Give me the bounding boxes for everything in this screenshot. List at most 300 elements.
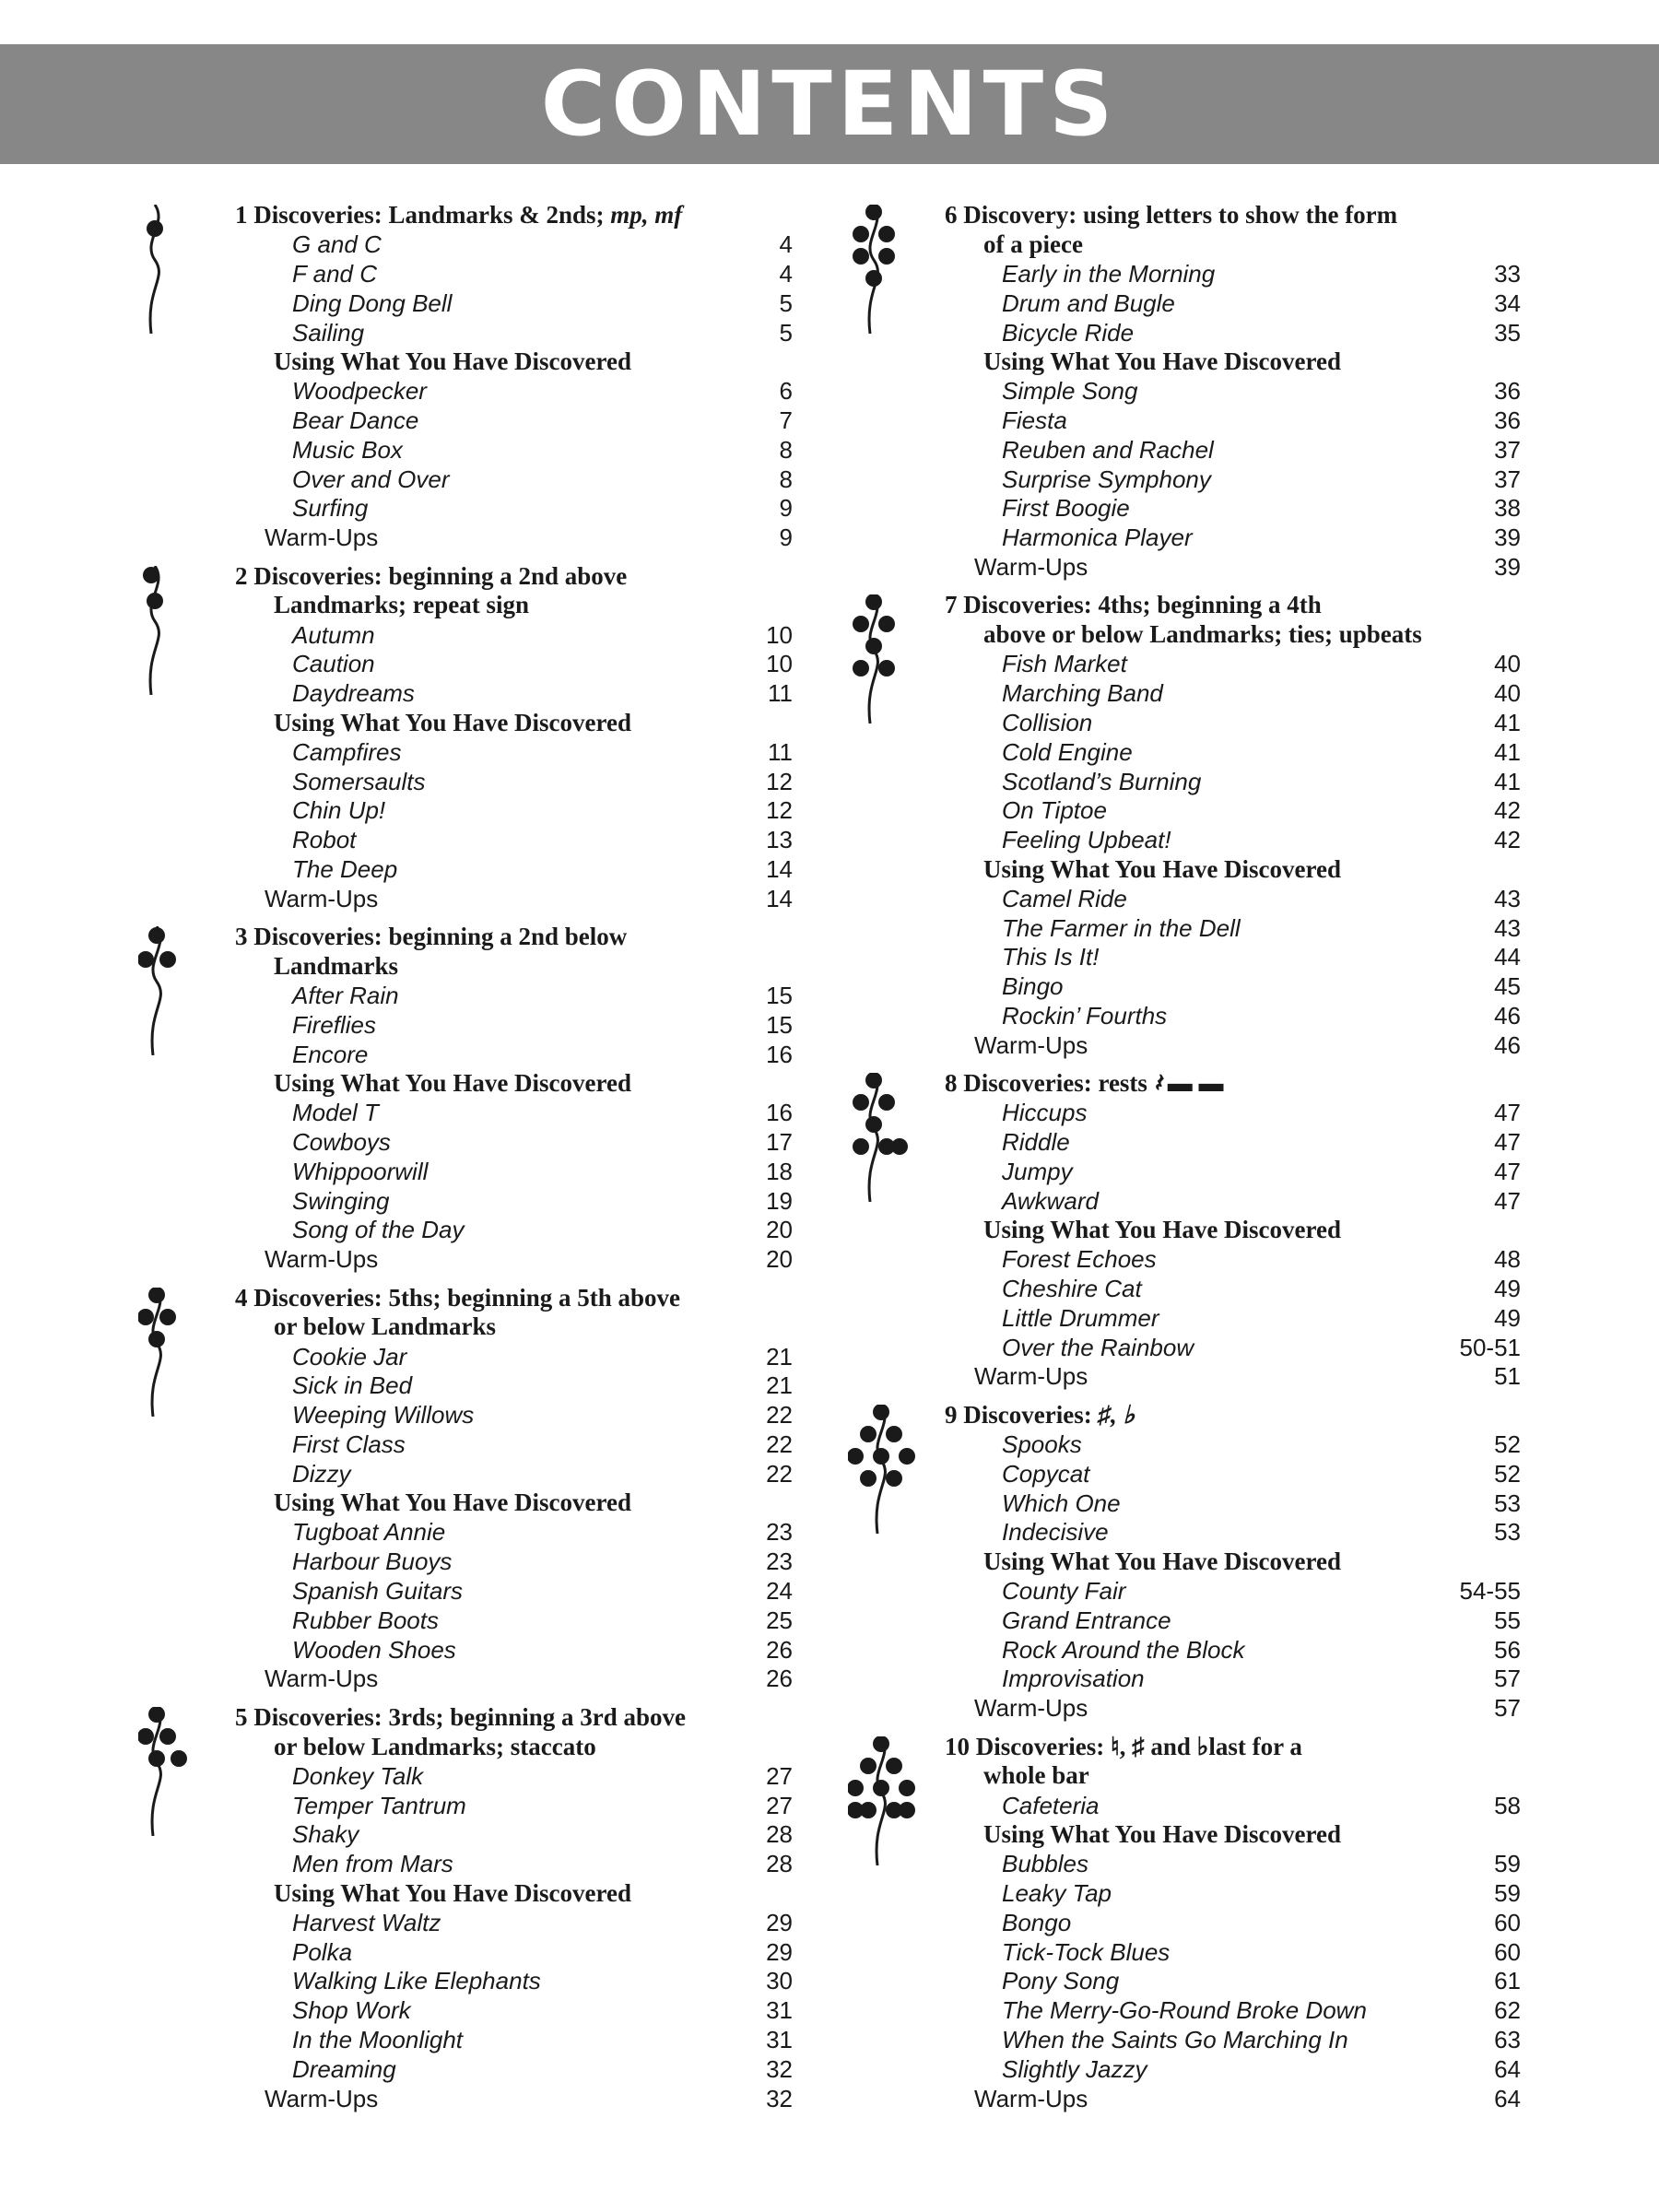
entry-page-number: 22	[766, 1459, 793, 1488]
entry-page-number: 47	[1494, 1099, 1521, 1127]
toc-entry	[235, 1099, 793, 1128]
toc-entry	[945, 650, 1521, 679]
chapter-title-line: Landmarks; repeat sign	[274, 591, 530, 619]
entry-page-number: 36	[1494, 377, 1521, 406]
toc-entry	[945, 709, 1521, 738]
entry-title: Shop Work	[292, 1996, 411, 2025]
entry-page-number: 33	[1494, 259, 1521, 288]
tree-stem	[152, 1707, 160, 1836]
tree-dot	[853, 660, 869, 677]
toc-entry	[945, 679, 1521, 709]
entry-page-number: 62	[1494, 1996, 1521, 2025]
chapter-section	[138, 201, 793, 553]
entry-page-number: 31	[766, 2026, 793, 2053]
entry-title: Which One	[1002, 1488, 1121, 1517]
tree-icon	[848, 1073, 918, 1202]
entry-title: Song of the Day	[292, 1216, 465, 1244]
toc-entry	[235, 826, 793, 855]
entry-title: Warm-Ups	[265, 2084, 379, 2112]
entry-title: Tugboat Annie	[292, 1518, 446, 1547]
chapter-title-symbols: ♯, ♭	[1098, 1400, 1135, 1429]
entry-page-number: 55	[1494, 1606, 1521, 1634]
entry-title: Cookie Jar	[292, 1342, 407, 1371]
tree-dot	[878, 248, 895, 265]
tree-dot	[860, 1426, 877, 1442]
entry-page-number: 54-55	[1459, 1577, 1521, 1606]
entry-page-number: 49	[1494, 1275, 1521, 1303]
entry-title: Over the Rainbow	[1002, 1333, 1194, 1361]
entry-title: County Fair	[1002, 1577, 1126, 1606]
toc-entry-warm-ups	[235, 1665, 793, 1694]
entry-title: The Farmer in the Dell	[1002, 913, 1241, 942]
entry-title: Warm-Ups	[265, 1665, 379, 1693]
entry-title: Drum and Bugle	[1002, 288, 1175, 317]
entry-title: Surfing	[292, 494, 369, 523]
toc-entry	[235, 288, 793, 318]
toc-entry	[945, 1908, 1521, 1937]
tree-icon	[848, 1405, 918, 1534]
page-title: CONTENTS	[540, 53, 1119, 156]
toc-entry	[235, 1518, 793, 1547]
entry-title: Encore	[292, 1040, 369, 1068]
tree-dot	[159, 1728, 176, 1745]
toc-entry	[945, 494, 1521, 524]
entry-title: Pony Song	[1002, 1967, 1120, 1995]
entry-page-number: 12	[766, 767, 793, 795]
toc-entry	[235, 1401, 793, 1430]
entry-page-number: 4	[779, 230, 793, 259]
toc-entry	[945, 737, 1521, 767]
entry-title: Robot	[292, 826, 357, 854]
entry-page-number: 47	[1494, 1186, 1521, 1215]
chapter-section	[848, 591, 1521, 1060]
toc-entry	[235, 1342, 793, 1371]
toc-entry	[235, 737, 793, 767]
entry-title: Bicycle Ride	[1002, 318, 1135, 347]
tree-stem	[877, 1736, 885, 1865]
tree-icon	[848, 594, 918, 724]
entry-page-number: 21	[766, 1342, 793, 1371]
entry-page-number: 4	[779, 259, 793, 288]
entry-title: Donkey Talk	[292, 1761, 424, 1790]
entry-page-number: 57	[1494, 1665, 1521, 1693]
tree-dot	[886, 1758, 902, 1774]
toc-entry	[945, 972, 1521, 1002]
tree-dot	[865, 205, 882, 220]
entry-title: Improvisation	[1002, 1665, 1145, 1693]
toc-entry	[945, 406, 1521, 436]
toc-entry	[235, 230, 793, 260]
entry-page-number: 59	[1494, 1850, 1521, 1878]
entry-page-number: 14	[766, 854, 793, 883]
toc-entry	[235, 1820, 793, 1850]
entry-title: Copycat	[1002, 1459, 1090, 1488]
entry-page-number: 11	[768, 737, 793, 766]
toc-entry	[945, 1333, 1521, 1362]
entry-page-number: 44	[1494, 943, 1521, 971]
tree-dot	[899, 1802, 915, 1818]
toc-entry	[945, 1303, 1521, 1333]
tree-dot	[853, 1094, 869, 1111]
chapter-title-line: of a piece	[983, 229, 1083, 258]
entry-title: First Class	[292, 1430, 406, 1459]
toc-entry	[945, 318, 1521, 347]
toc-entry	[945, 465, 1521, 494]
toc-entry-warm-ups	[235, 1245, 793, 1275]
section-subheading: Using What You Have Discovered	[274, 1878, 632, 1907]
entry-title: Marching Band	[1002, 679, 1163, 708]
toc-entry	[945, 435, 1521, 465]
chapter-title-line: Landmarks	[274, 951, 399, 980]
toc-entry	[945, 1879, 1521, 1909]
toc-entry	[235, 1186, 793, 1216]
tree-stem	[869, 1073, 877, 1202]
entry-title: Hiccups	[1002, 1099, 1088, 1127]
toc-entry	[235, 260, 793, 289]
entry-title: Warm-Ups	[974, 2084, 1088, 2112]
tree-dot	[865, 1116, 882, 1133]
toc-entry-warm-ups	[235, 884, 793, 913]
chapter-title-line: above or below Landmarks; ties; upbeats	[983, 620, 1422, 649]
entry-page-number: 22	[766, 1430, 793, 1459]
toc-entry	[235, 1040, 793, 1069]
toc-entry	[235, 2026, 793, 2055]
tree-icon	[848, 1736, 918, 1865]
entry-page-number: 20	[766, 1245, 793, 1274]
toc-entry-warm-ups	[235, 2084, 793, 2113]
tree-dot	[873, 1405, 889, 1420]
entry-title: Wooden Shoes	[292, 1635, 456, 1664]
entry-title: F and C	[292, 259, 378, 288]
entry-page-number: 38	[1494, 494, 1521, 523]
entry-page-number: 10	[766, 650, 793, 678]
entry-page-number: 42	[1494, 796, 1521, 825]
entry-page-number: 15	[766, 982, 793, 1010]
entry-title: Daydreams	[292, 679, 415, 708]
tree-stem	[869, 205, 877, 334]
tree-icon	[138, 926, 208, 1055]
tree-dot	[147, 593, 163, 609]
toc-entry	[945, 1577, 1521, 1606]
tree-dot	[886, 1470, 902, 1487]
entry-page-number: 9	[779, 494, 793, 523]
section-subheading: Using What You Have Discovered	[983, 1820, 1342, 1849]
tree-dot	[148, 1750, 165, 1767]
toc-entry	[235, 1791, 793, 1820]
entry-title: Tick-Tock Blues	[1002, 1937, 1171, 1966]
entry-page-number: 58	[1494, 1791, 1521, 1819]
entry-title: Campfires	[292, 737, 402, 766]
tree-dot	[873, 1736, 889, 1752]
toc-entry	[945, 1518, 1521, 1547]
toc-entry	[945, 913, 1521, 943]
entry-title: When the Saints Go Marching In	[1002, 2026, 1348, 2053]
toc-entry	[235, 465, 793, 494]
chapter-title-line: whole bar	[983, 1761, 1089, 1790]
entry-title: After Rain	[292, 982, 399, 1010]
tree-icon	[138, 566, 208, 695]
entry-page-number: 41	[1494, 708, 1521, 736]
entry-title: Dreaming	[292, 2054, 396, 2083]
entry-page-number: 12	[766, 796, 793, 825]
entry-title: Weeping Willows	[292, 1401, 475, 1430]
entry-title: Rubber Boots	[292, 1606, 439, 1634]
tree-dot	[159, 951, 176, 968]
entry-title: Ding Dong Bell	[292, 288, 453, 317]
tree-dot	[148, 927, 165, 944]
section-subheading: Using What You Have Discovered	[983, 1547, 1342, 1575]
chapter-title	[235, 201, 793, 230]
entry-page-number: 6	[779, 377, 793, 406]
entry-page-number: 16	[766, 1099, 793, 1127]
entry-page-number: 20	[766, 1216, 793, 1244]
entry-page-number: 45	[1494, 972, 1521, 1001]
toc-entry	[235, 1216, 793, 1245]
chapter-title-line: 9 Discoveries:	[945, 1400, 1099, 1429]
tree-dot	[865, 594, 882, 610]
entry-page-number: 52	[1494, 1430, 1521, 1459]
entry-title: Cafeteria	[1002, 1791, 1100, 1819]
tree-icon	[138, 205, 208, 334]
chapter-section	[138, 1703, 793, 2113]
entry-page-number: 61	[1494, 1967, 1521, 1995]
entry-page-number: 25	[766, 1606, 793, 1634]
section-subheading: Using What You Have Discovered	[274, 708, 632, 736]
entry-title: Slightly Jazzy	[1002, 2054, 1147, 2083]
entry-title: Polka	[292, 1937, 353, 1966]
entry-page-number: 37	[1494, 435, 1521, 464]
tree-dot	[865, 270, 882, 287]
toc-entry	[235, 406, 793, 436]
toc-entry	[235, 494, 793, 524]
toc-entry	[235, 796, 793, 826]
tree-dot	[873, 1448, 889, 1465]
toc-entry	[945, 2054, 1521, 2084]
tree-dot	[848, 1780, 864, 1796]
tree-dot	[853, 248, 869, 265]
entry-page-number: 39	[1494, 552, 1521, 581]
entry-page-number: 27	[766, 1761, 793, 1790]
entry-page-number: 46	[1494, 1001, 1521, 1030]
entry-title: First Boogie	[1002, 494, 1130, 523]
tree-dot	[878, 616, 895, 632]
chapter-title-line: 3 Discoveries: beginning a 2nd below	[235, 923, 628, 951]
toc-entry	[945, 260, 1521, 289]
entry-title: Whippoorwill	[292, 1157, 429, 1185]
entry-page-number: 29	[766, 1908, 793, 1936]
entry-title: Chin Up!	[292, 796, 386, 825]
section-subheading: Using What You Have Discovered	[274, 1488, 632, 1517]
toc-entry	[945, 1606, 1521, 1635]
tree-dot	[138, 1728, 154, 1745]
chapter-title-symbols: 𝄽 ▬ ▬	[1153, 1069, 1224, 1098]
entry-title: Warm-Ups	[265, 524, 379, 552]
entry-title: This Is It!	[1002, 943, 1100, 971]
tree-dot	[886, 1426, 902, 1442]
toc-entry	[235, 1547, 793, 1577]
entry-title: Fiesta	[1002, 406, 1067, 434]
toc-entry-warm-ups	[945, 1694, 1521, 1724]
toc-entry	[945, 1665, 1521, 1694]
tree-dot	[853, 616, 869, 632]
toc-entry	[945, 1158, 1521, 1187]
entry-page-number: 46	[1494, 1030, 1521, 1059]
entry-title: G and C	[292, 230, 382, 259]
toc-entry	[235, 650, 793, 679]
chapter-section	[848, 201, 1521, 582]
entry-page-number: 41	[1494, 737, 1521, 766]
entry-title: Cheshire Cat	[1002, 1275, 1142, 1303]
entry-title: Riddle	[1002, 1128, 1070, 1157]
toc-entry	[945, 2026, 1521, 2055]
toc-entry	[945, 1850, 1521, 1879]
entry-page-number: 23	[766, 1547, 793, 1576]
toc-entry	[945, 377, 1521, 406]
chapter-title	[235, 923, 793, 982]
chapter-title-line: 2 Discoveries: beginning a 2nd above	[235, 561, 628, 590]
entry-title: Camel Ride	[1002, 884, 1127, 912]
entry-page-number: 9	[779, 524, 793, 552]
chapter-title-line: or below Landmarks	[274, 1312, 497, 1341]
section-subheading: Using What You Have Discovered	[274, 1069, 632, 1098]
entry-title: Awkward	[1002, 1186, 1100, 1215]
toc-entry	[945, 1099, 1521, 1128]
toc-entry	[235, 1761, 793, 1791]
toc-entry	[945, 1186, 1521, 1216]
chapter-title-line: 6 Discovery: using letters to show the form	[945, 201, 1398, 229]
entry-title: Swinging	[292, 1186, 390, 1215]
tree-stem	[150, 566, 159, 695]
toc-entry	[945, 1791, 1521, 1820]
toc-entry	[945, 1459, 1521, 1488]
chapter-title	[945, 201, 1521, 260]
entry-page-number: 8	[779, 465, 793, 493]
chapter-title-line: 4 Discoveries: 5ths; beginning a 5th above	[235, 1283, 681, 1312]
entry-title: Rock Around the Block	[1002, 1635, 1245, 1664]
entry-title: Warm-Ups	[974, 1694, 1088, 1723]
toc-entry	[235, 2054, 793, 2084]
entry-page-number: 21	[766, 1371, 793, 1400]
entry-title: Spooks	[1002, 1430, 1082, 1459]
toc-entry	[945, 288, 1521, 318]
entry-title: On Tiptoe	[1002, 796, 1107, 825]
entry-title: Shaky	[292, 1820, 359, 1849]
toc-entry-warm-ups	[945, 553, 1521, 582]
contents-column-left	[138, 201, 793, 2123]
entry-title: Cold Engine	[1002, 737, 1133, 766]
entry-page-number: 49	[1494, 1303, 1521, 1332]
entry-page-number: 27	[766, 1791, 793, 1819]
entry-page-number: 23	[766, 1518, 793, 1547]
entry-page-number: 8	[779, 435, 793, 464]
tree-dot	[860, 1758, 877, 1774]
toc-entry	[235, 1128, 793, 1158]
entry-page-number: 5	[779, 288, 793, 317]
entry-title: Leaky Tap	[1002, 1879, 1112, 1908]
tree-dot	[143, 567, 159, 583]
entry-page-number: 35	[1494, 318, 1521, 347]
entry-title: Harbour Buoys	[292, 1547, 453, 1576]
entry-title: Spanish Guitars	[292, 1577, 463, 1606]
toc-entry	[945, 1002, 1521, 1031]
toc-entry	[945, 1635, 1521, 1665]
toc-entry	[235, 1371, 793, 1401]
entry-title: Autumn	[292, 620, 375, 649]
section-subheading: Using What You Have Discovered	[983, 347, 1342, 375]
chapter-section	[138, 562, 793, 914]
entry-title: Bear Dance	[292, 406, 419, 434]
entry-title: Somersaults	[292, 767, 426, 795]
entry-title: Rockin’ Fourths	[1002, 1001, 1168, 1030]
entry-title: Caution	[292, 650, 375, 678]
entry-page-number: 51	[1494, 1362, 1521, 1391]
tree-stem	[152, 926, 160, 1055]
entry-page-number: 60	[1494, 1908, 1521, 1936]
toc-entry	[945, 1245, 1521, 1275]
entry-title: Early in the Morning	[1002, 259, 1216, 288]
tree-dot	[860, 1470, 877, 1487]
tree-dot	[865, 1073, 882, 1088]
entry-title: Bongo	[1002, 1908, 1072, 1936]
entry-page-number: 40	[1494, 650, 1521, 678]
entry-page-number: 37	[1494, 465, 1521, 493]
entry-page-number: 36	[1494, 406, 1521, 434]
entry-page-number: 64	[1494, 2084, 1521, 2112]
toc-entry	[235, 1937, 793, 1967]
toc-entry	[235, 318, 793, 347]
entry-title: Over and Over	[292, 465, 450, 493]
entry-page-number: 13	[766, 826, 793, 854]
toc-entry	[235, 855, 793, 885]
contents-banner	[0, 44, 1659, 164]
toc-entry	[945, 796, 1521, 826]
tree-stem	[869, 594, 877, 724]
tree-dot	[860, 1802, 877, 1818]
toc-entry	[945, 1937, 1521, 1967]
entry-page-number: 53	[1494, 1488, 1521, 1517]
entry-page-number: 41	[1494, 767, 1521, 795]
entry-title: Woodpecker	[292, 377, 427, 406]
tree-dot	[171, 1750, 187, 1767]
chapter-title	[945, 1069, 1521, 1099]
entry-title: Surprise Symphony	[1002, 465, 1211, 493]
toc-entry	[945, 1488, 1521, 1518]
entry-page-number: 60	[1494, 1937, 1521, 1966]
entry-title: Warm-Ups	[974, 552, 1088, 581]
entry-page-number: 19	[766, 1186, 793, 1215]
contents-column-right	[848, 201, 1521, 2123]
entry-title: Little Drummer	[1002, 1303, 1159, 1332]
toc-entry	[235, 679, 793, 709]
chapter-title-line: 5 Discoveries: 3rds; beginning a 3rd above	[235, 1702, 686, 1731]
chapter-title	[945, 1733, 1521, 1792]
entry-title: Simple Song	[1002, 377, 1138, 406]
entry-page-number: 56	[1494, 1635, 1521, 1664]
chapter-title	[945, 591, 1521, 650]
tree-dot	[159, 1309, 176, 1325]
entry-title: Indecisive	[1002, 1518, 1109, 1547]
chapter-title	[235, 1703, 793, 1762]
tree-dot	[138, 951, 154, 968]
entry-page-number: 31	[766, 1996, 793, 2025]
toc-entry	[945, 1996, 1521, 2026]
entry-title: Men from Mars	[292, 1850, 453, 1878]
entry-page-number: 29	[766, 1937, 793, 1966]
entry-title: Feeling Upbeat!	[1002, 826, 1171, 854]
toc-entry	[235, 1158, 793, 1187]
entry-title: Forest Echoes	[1002, 1245, 1157, 1274]
toc-entry	[235, 767, 793, 796]
